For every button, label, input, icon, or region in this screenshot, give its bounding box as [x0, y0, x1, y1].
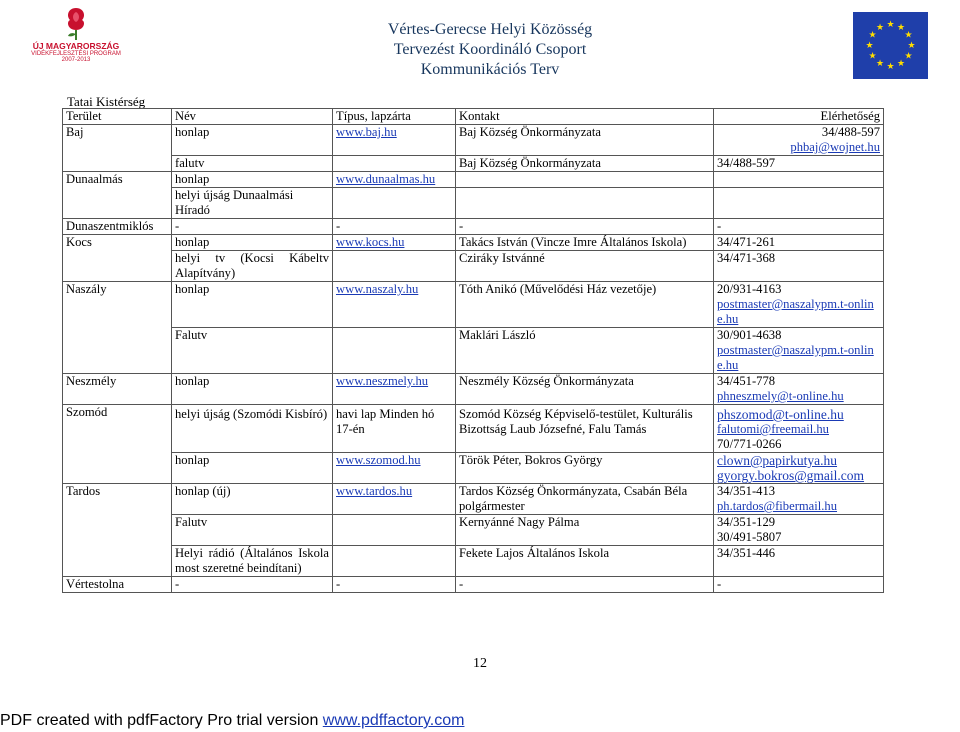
- table-row: [63, 328, 884, 374]
- email-link[interactable]: phbaj@wojnet.hu: [790, 140, 880, 154]
- cell-type: -: [333, 219, 456, 235]
- cell-contact: Fekete Lajos Általános Iskola: [456, 546, 714, 577]
- phone: 30/491-5807: [717, 530, 782, 544]
- email-link[interactable]: ph.tardos@fibermail.hu: [717, 499, 838, 513]
- column-header: Elérhetőség: [714, 109, 884, 125]
- cell-name: honlap: [172, 235, 333, 251]
- svg-text:★: ★: [868, 51, 877, 62]
- website-link[interactable]: www.kocs.hu: [333, 235, 456, 251]
- footer-link[interactable]: www.pdffactory.com: [322, 712, 465, 729]
- table-row: [63, 188, 884, 219]
- phone: 70/771-0266: [717, 437, 782, 451]
- cell-area: Tardos: [63, 484, 172, 577]
- logo-title: ÚJ MAGYARORSZÁG: [32, 41, 120, 51]
- table-row: [63, 251, 884, 282]
- media-contacts-table: [62, 108, 884, 593]
- phone: 34/351-129: [717, 515, 776, 529]
- cell-name: helyi újság (Szomódi Kisbíró): [172, 405, 333, 453]
- phone: 34/471-261: [717, 235, 776, 249]
- svg-text:★: ★: [907, 41, 916, 51]
- section-title: Tatai Kistérség: [67, 94, 146, 109]
- phone: 34/471-368: [717, 251, 776, 265]
- cell-contact: Baj Község Önkormányzata: [456, 156, 714, 172]
- header-line-2: Tervezést Koordináló Csoport: [393, 41, 587, 58]
- eu-flag-icon: [853, 12, 928, 79]
- cell-type: havi lap Minden hó 17-én: [333, 405, 456, 453]
- logo-years: 2007-2013: [61, 57, 91, 64]
- cell-area: Kocs: [63, 235, 172, 282]
- phone: 34/488-597: [821, 125, 880, 139]
- cell-contact: Tóth Anikó (Művelődési Ház vezetője): [456, 282, 714, 328]
- column-header: Terület: [63, 109, 172, 125]
- svg-text:★: ★: [896, 23, 906, 33]
- cell-contact: Szomód Község Képviselő-testület, Kulturális Bizottság Laub Józsefné, Falu Tamás: [456, 405, 714, 453]
- cell-contact: Cziráky Istvánné: [456, 251, 714, 282]
- cell-contact: Baj Község Önkormányzata: [456, 125, 714, 156]
- cell-contact: Török Péter, Bokros György: [456, 453, 714, 484]
- email-link[interactable]: gyorgy.bokros@gmail.com: [717, 468, 865, 483]
- cell-name: Helyi rádió (Általános Iskola most szeretné beindítani): [172, 546, 333, 577]
- phone: 34/351-413: [717, 484, 776, 498]
- phone: 34/351-446: [717, 546, 776, 560]
- email-link[interactable]: postmaster@naszalypm.t-online.hu: [717, 343, 874, 372]
- svg-text:★: ★: [904, 51, 913, 62]
- svg-text:★: ★: [886, 20, 895, 30]
- cell-reach: -: [717, 219, 722, 233]
- column-header: Típus, lapzárta: [333, 109, 456, 125]
- table-row: [63, 282, 884, 328]
- cell-contact: Tardos Község Önkormányzata, Csabán Béla polgármester: [456, 484, 714, 515]
- phone: 34/488-597: [717, 156, 776, 170]
- svg-text:★: ★: [904, 30, 913, 41]
- email-link[interactable]: clown@papirkutya.hu: [717, 453, 838, 468]
- cell-name: honlap (új): [172, 484, 333, 515]
- cell-area: Naszály: [63, 282, 172, 374]
- cell-name: helyi tv (Kocsi Kábeltv Alapítvány): [172, 251, 333, 282]
- email-link[interactable]: phszomod@t-online.hu: [717, 407, 844, 422]
- table-row: [63, 125, 884, 156]
- logo-subtitle: VIDÉKFEJLESZTÉSI PROGRAM: [31, 50, 121, 57]
- column-header: Kontakt: [456, 109, 714, 125]
- table-row: [63, 405, 884, 453]
- cell-type: -: [333, 577, 456, 593]
- table-row: [63, 219, 884, 235]
- footer-text: PDF created with pdfFactory Pro trial version: [0, 712, 323, 729]
- cell-area: Szomód: [63, 405, 172, 484]
- cell-area: Neszmély: [63, 374, 172, 405]
- pdf-footer: [0, 712, 464, 730]
- cell-name: honlap: [172, 125, 333, 156]
- table-row: [63, 515, 884, 546]
- table-row: [63, 172, 884, 188]
- table-row: [63, 484, 884, 515]
- email-link[interactable]: postmaster@naszalypm.t-online.hu: [717, 297, 874, 326]
- cell-name: honlap: [172, 282, 333, 328]
- svg-text:★: ★: [865, 41, 874, 51]
- phone: 34/451-778: [717, 374, 776, 388]
- table-header-row: [63, 109, 884, 125]
- header-line-1: Vértes-Gerecse Helyi Közösség: [387, 21, 593, 38]
- table-row: [63, 453, 884, 484]
- cell-name: falutv: [172, 156, 333, 172]
- cell-contact: Takács István (Vincze Imre Általános Iskola): [456, 235, 714, 251]
- cell-area: Dunaszentmiklós: [63, 219, 172, 235]
- cell-contact: -: [456, 219, 714, 235]
- cell-contact: -: [456, 577, 714, 593]
- table-row: [63, 235, 884, 251]
- cell-name: Falutv: [172, 515, 333, 546]
- svg-text:★: ★: [896, 59, 906, 69]
- website-link[interactable]: www.tardos.hu: [333, 484, 456, 515]
- cell-contact: Neszmély Község Önkormányzata: [456, 374, 714, 405]
- phone: 30/901-4638: [717, 328, 782, 342]
- table-row: [63, 156, 884, 172]
- svg-text:★: ★: [875, 59, 885, 69]
- cell-name: honlap: [172, 453, 333, 484]
- svg-text:★: ★: [886, 62, 895, 72]
- cell-area: Vértestolna: [63, 577, 172, 593]
- cell-name: Falutv: [172, 328, 333, 374]
- svg-text:★: ★: [868, 30, 877, 41]
- page-number: 12: [473, 656, 487, 671]
- svg-text:★: ★: [875, 23, 885, 33]
- rose-icon: [62, 4, 90, 40]
- phone: 20/931-4163: [717, 282, 782, 296]
- cell-name: honlap: [172, 374, 333, 405]
- new-hungary-logo: [30, 4, 122, 76]
- table-row: [63, 577, 884, 593]
- cell-name: helyi újság Dunaalmási Híradó: [172, 188, 333, 219]
- website-link[interactable]: www.neszmely.hu: [333, 374, 456, 405]
- cell-name: honlap: [172, 172, 333, 188]
- table-row: [63, 374, 884, 405]
- header-line-3: Kommunikációs Terv: [420, 61, 560, 78]
- email-link[interactable]: falutomi@freemail.hu: [717, 422, 829, 436]
- website-link[interactable]: www.naszaly.hu: [333, 282, 456, 328]
- cell-contact: Kernyánné Nagy Pálma: [456, 515, 714, 546]
- website-link[interactable]: www.szomod.hu: [333, 453, 456, 484]
- website-link[interactable]: www.dunaalmas.hu: [333, 172, 456, 188]
- cell-reach: -: [717, 577, 722, 591]
- table-row: [63, 546, 884, 577]
- website-link[interactable]: www.baj.hu: [333, 125, 456, 156]
- cell-contact: Maklári László: [456, 328, 714, 374]
- column-header: Név: [172, 109, 333, 125]
- document-header: [330, 20, 650, 80]
- cell-area: Dunaalmás: [63, 172, 172, 219]
- email-link[interactable]: phneszmely@t-online.hu: [717, 389, 844, 403]
- cell-name: -: [172, 219, 333, 235]
- cell-name: -: [172, 577, 333, 593]
- cell-area: Baj: [63, 125, 172, 172]
